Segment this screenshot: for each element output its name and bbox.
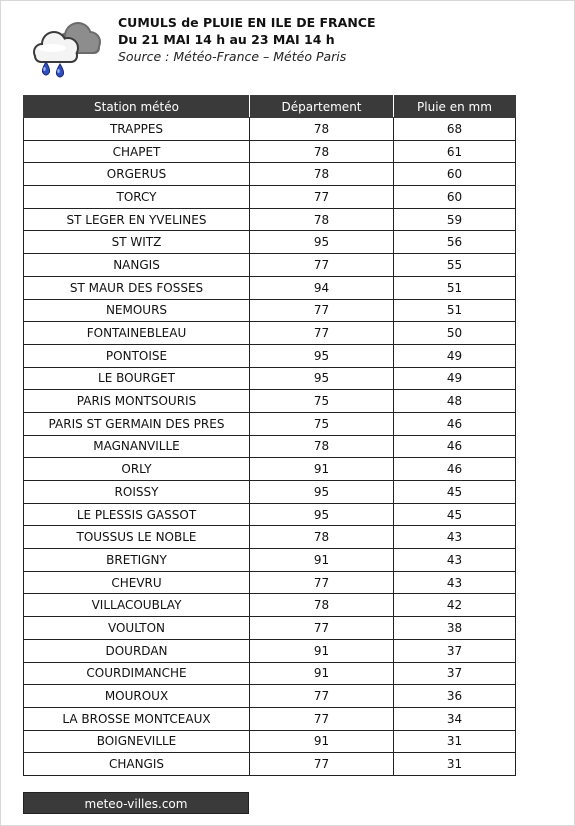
cell-rain-mm: 60	[394, 186, 516, 209]
cell-station: ORLY	[24, 458, 250, 481]
cell-department: 75	[250, 390, 394, 413]
cell-rain-mm: 49	[394, 367, 516, 390]
table-row	[24, 753, 516, 776]
table-row	[24, 118, 516, 141]
cell-department: 95	[250, 367, 394, 390]
table-row	[24, 639, 516, 662]
table-row	[24, 662, 516, 685]
table-row	[24, 685, 516, 708]
cell-department: 95	[250, 344, 394, 367]
cell-department: 91	[250, 730, 394, 753]
table-row	[24, 390, 516, 413]
cell-rain-mm: 56	[394, 231, 516, 254]
cell-station: PARIS ST GERMAIN DES PRES	[24, 412, 250, 435]
cell-rain-mm: 46	[394, 435, 516, 458]
cell-rain-mm: 43	[394, 526, 516, 549]
cell-station: LE PLESSIS GASSOT	[24, 503, 250, 526]
cell-department: 77	[250, 322, 394, 345]
cell-station: FONTAINEBLEAU	[24, 322, 250, 345]
table-row	[24, 458, 516, 481]
table-row	[24, 367, 516, 390]
cell-station: ST WITZ	[24, 231, 250, 254]
site-badge: meteo-villes.com	[23, 792, 249, 814]
cell-department: 77	[250, 685, 394, 708]
cell-rain-mm: 42	[394, 594, 516, 617]
cell-rain-mm: 36	[394, 685, 516, 708]
cell-station: TRAPPES	[24, 118, 250, 141]
period-subtitle: Du 21 MAI 14 h au 23 MAI 14 h	[118, 32, 335, 47]
cell-department: 95	[250, 231, 394, 254]
cell-department: 77	[250, 254, 394, 277]
cell-rain-mm: 61	[394, 140, 516, 163]
table-row	[24, 163, 516, 186]
cell-station: MOUROUX	[24, 685, 250, 708]
table-row	[24, 617, 516, 640]
cell-rain-mm: 38	[394, 617, 516, 640]
cell-rain-mm: 51	[394, 276, 516, 299]
cell-department: 77	[250, 571, 394, 594]
cell-department: 78	[250, 526, 394, 549]
title-block	[118, 14, 376, 65]
cell-station: TORCY	[24, 186, 250, 209]
cell-department: 75	[250, 412, 394, 435]
cell-department: 91	[250, 549, 394, 572]
cell-department: 77	[250, 617, 394, 640]
cell-station: VILLACOUBLAY	[24, 594, 250, 617]
cell-rain-mm: 46	[394, 412, 516, 435]
cell-rain-mm: 43	[394, 549, 516, 572]
cell-rain-mm: 31	[394, 753, 516, 776]
cell-department: 77	[250, 707, 394, 730]
cell-department: 95	[250, 503, 394, 526]
table-row	[24, 276, 516, 299]
cell-station: CHAPET	[24, 140, 250, 163]
cell-rain-mm: 45	[394, 481, 516, 504]
page-header	[30, 12, 550, 82]
cell-station: ORGERUS	[24, 163, 250, 186]
cell-department: 78	[250, 118, 394, 141]
cell-rain-mm: 60	[394, 163, 516, 186]
cell-department: 78	[250, 163, 394, 186]
table-row	[24, 412, 516, 435]
cell-rain-mm: 51	[394, 299, 516, 322]
cell-station: ROISSY	[24, 481, 250, 504]
cell-department: 78	[250, 208, 394, 231]
cell-rain-mm: 31	[394, 730, 516, 753]
cell-rain-mm: 43	[394, 571, 516, 594]
table-row	[24, 254, 516, 277]
cell-department: 91	[250, 639, 394, 662]
table-row	[24, 186, 516, 209]
cell-rain-mm: 37	[394, 639, 516, 662]
cell-department: 77	[250, 299, 394, 322]
cell-department: 94	[250, 276, 394, 299]
page-title: CUMULS de PLUIE EN ILE DE FRANCE	[118, 15, 376, 30]
table-row	[24, 707, 516, 730]
cell-station: BRETIGNY	[24, 549, 250, 572]
cell-station: NANGIS	[24, 254, 250, 277]
table-row	[24, 571, 516, 594]
source-note: Source : Météo-France – Météo Paris	[118, 49, 347, 64]
rain-cloud-icon	[30, 14, 106, 80]
cell-rain-mm: 50	[394, 322, 516, 345]
cell-department: 95	[250, 481, 394, 504]
table-row	[24, 435, 516, 458]
cell-station: LA BROSSE MONTCEAUX	[24, 707, 250, 730]
table-row	[24, 344, 516, 367]
table-row	[24, 594, 516, 617]
cell-station: CHANGIS	[24, 753, 250, 776]
cell-station: NEMOURS	[24, 299, 250, 322]
column-header-rain: Pluie en mm	[394, 96, 516, 118]
cell-department: 91	[250, 662, 394, 685]
table-row	[24, 549, 516, 572]
cell-department: 78	[250, 435, 394, 458]
cell-rain-mm: 59	[394, 208, 516, 231]
cell-department: 77	[250, 753, 394, 776]
cell-department: 77	[250, 186, 394, 209]
cell-station: COURDIMANCHE	[24, 662, 250, 685]
cell-department: 91	[250, 458, 394, 481]
table-row	[24, 208, 516, 231]
cell-rain-mm: 49	[394, 344, 516, 367]
table-header-row	[24, 96, 516, 118]
table-row	[24, 526, 516, 549]
cell-station: ST LEGER EN YVELINES	[24, 208, 250, 231]
cell-rain-mm: 45	[394, 503, 516, 526]
table-row	[24, 299, 516, 322]
cell-station: VOULTON	[24, 617, 250, 640]
table-body	[24, 118, 516, 776]
cell-rain-mm: 37	[394, 662, 516, 685]
table-row	[24, 503, 516, 526]
column-header-station: Station météo	[24, 96, 250, 118]
column-header-department: Département	[250, 96, 394, 118]
cell-station: CHEVRU	[24, 571, 250, 594]
table-row	[24, 481, 516, 504]
cell-station: MAGNANVILLE	[24, 435, 250, 458]
table-row	[24, 730, 516, 753]
cell-station: PARIS MONTSOURIS	[24, 390, 250, 413]
table-row	[24, 140, 516, 163]
table-row	[24, 231, 516, 254]
cell-station: ST MAUR DES FOSSES	[24, 276, 250, 299]
table-row	[24, 322, 516, 345]
cell-station: PONTOISE	[24, 344, 250, 367]
cell-station: LE BOURGET	[24, 367, 250, 390]
cell-department: 78	[250, 594, 394, 617]
cell-rain-mm: 46	[394, 458, 516, 481]
cell-rain-mm: 55	[394, 254, 516, 277]
cell-station: DOURDAN	[24, 639, 250, 662]
cell-rain-mm: 48	[394, 390, 516, 413]
cell-station: BOIGNEVILLE	[24, 730, 250, 753]
cell-rain-mm: 68	[394, 118, 516, 141]
rainfall-table	[23, 95, 516, 776]
cell-department: 78	[250, 140, 394, 163]
cell-rain-mm: 34	[394, 707, 516, 730]
cell-station: TOUSSUS LE NOBLE	[24, 526, 250, 549]
